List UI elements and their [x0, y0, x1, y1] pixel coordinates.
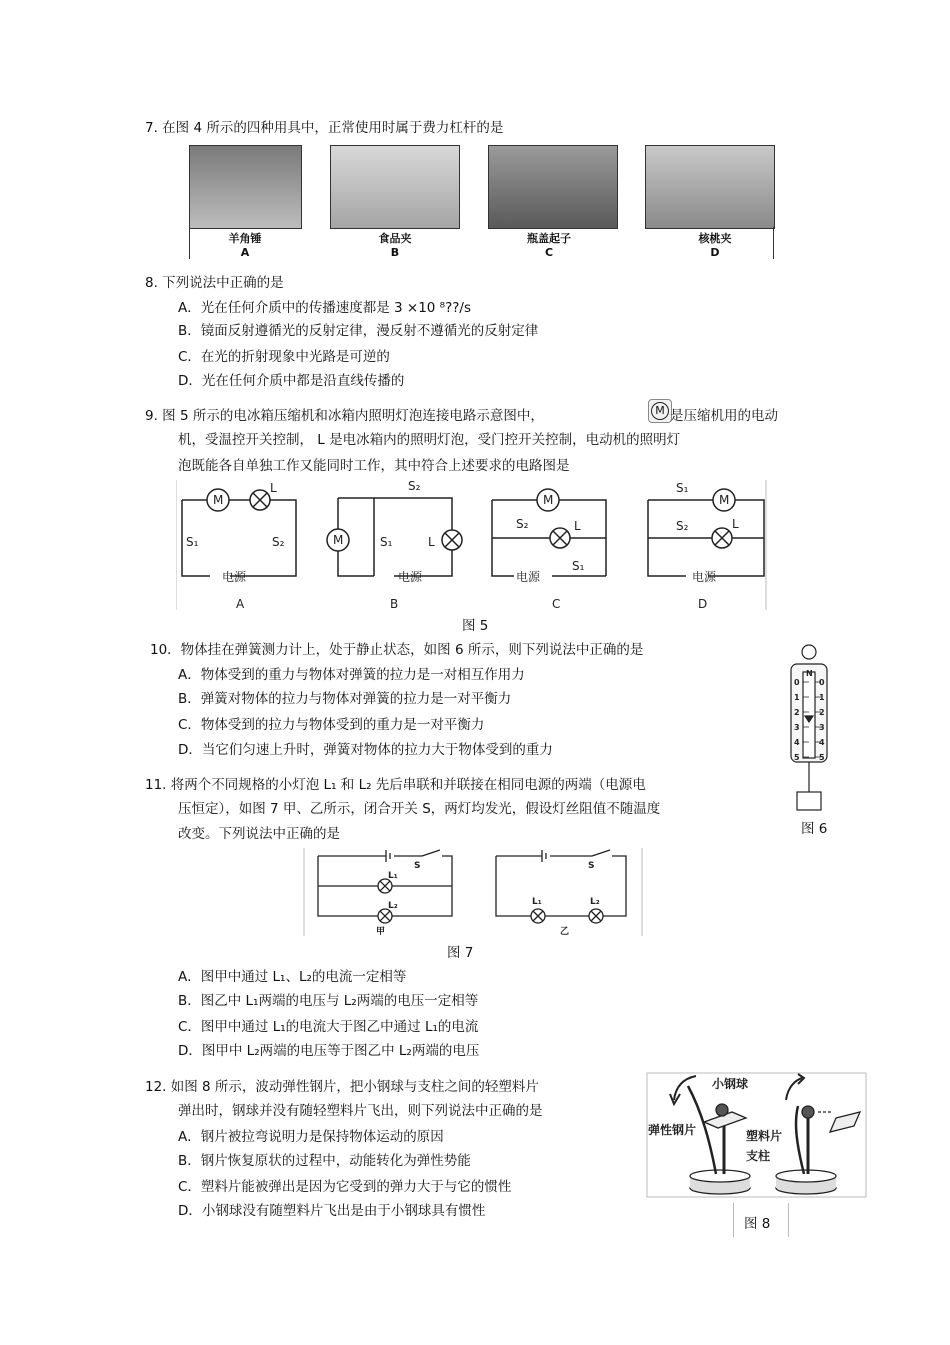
svg-text:塑料片: 塑料片: [746, 1129, 783, 1143]
q8-option-a: A．光在任何介质中的传播速度都是 3 ×10 ⁸??/s: [178, 300, 472, 316]
svg-text:S₁: S₁: [380, 535, 393, 549]
svg-text:4: 4: [819, 738, 825, 747]
svg-text:L: L: [574, 519, 581, 533]
svg-text:2: 2: [794, 708, 800, 717]
svg-text:S₁: S₁: [572, 559, 585, 573]
svg-text:S₂: S₂: [676, 519, 689, 533]
svg-text:S₂: S₂: [516, 517, 529, 531]
svg-text:B: B: [390, 597, 399, 611]
q8-option-d: D．光在任何介质中都是沿直线传播的: [178, 373, 405, 389]
q11-option-b: B．图乙中 L₁两端的电压与 L₂两端的电压一定相等: [178, 993, 479, 1009]
q11-option-d: D．图甲中 L₂两端的电压等于图乙中 L₂两端的电压: [178, 1043, 480, 1059]
svg-text:M: M: [213, 493, 224, 507]
svg-text:1: 1: [794, 693, 800, 702]
caption-opener: 瓶盖起子 C: [527, 232, 571, 259]
svg-text:3: 3: [819, 723, 825, 732]
svg-text:S₁: S₁: [676, 481, 689, 495]
svg-text:乙: 乙: [560, 927, 570, 937]
figure8-caption: 图 8: [744, 1216, 771, 1232]
figure6-caption: 图 6: [801, 821, 828, 837]
figure7-caption: 图 7: [447, 945, 474, 961]
q8-option-c: C．在光的折射现象中光路是可逆的: [178, 349, 390, 365]
q10-option-c: C．物体受到的拉力与物体受到的重力是一对平衡力: [178, 717, 485, 733]
q12-option-a: A．钢片被拉弯说明力是保持物体运动的原因: [178, 1129, 444, 1145]
svg-text:S₂: S₂: [272, 535, 285, 549]
q7-stem: 7. 在图 4 所示的四种用具中，正常使用时属于费力杠杆的是: [145, 120, 504, 136]
figure5-circuits: [176, 480, 768, 612]
hammer-photo: [189, 145, 302, 229]
figure5-caption: 图 5: [462, 618, 489, 634]
svg-text:L₂: L₂: [590, 897, 600, 907]
svg-text:1: 1: [819, 693, 825, 702]
q12-line1: 12. 如图 8 所示，波动弹性钢片，把小钢球与支柱之间的轻塑料片: [145, 1079, 539, 1095]
svg-text:D: D: [698, 597, 708, 611]
q9-line2: 机，受温控开关控制， L 是电冰箱内的照明灯泡，受门控开关控制，电动机的照明灯: [178, 432, 681, 448]
q9-line1b: 是压缩机用的电动: [670, 408, 778, 424]
caption-nutcracker: 核桃夹 D: [698, 232, 732, 259]
svg-text:L: L: [270, 481, 277, 495]
q8-stem: 8. 下列说法中正确的是: [145, 275, 284, 291]
q12-option-c: C．塑料片能被弹出是因为它受到的弹力大于与它的惯性: [178, 1179, 512, 1195]
svg-text:S₂: S₂: [408, 480, 421, 493]
figure8-caption-box: [733, 1203, 789, 1237]
svg-text:L: L: [428, 535, 435, 549]
svg-text:N: N: [806, 669, 813, 678]
q10-option-a: A．物体受到的重力与物体对弹簧的拉力是一对相互作用力: [178, 667, 525, 683]
svg-text:L: L: [732, 517, 739, 531]
svg-text:C: C: [552, 597, 561, 611]
tongs-photo: [330, 145, 460, 229]
q8-option-b: B．镜面反射遵循光的反射定律，漫反射不遵循光的反射定律: [178, 323, 539, 339]
q11-line1: 11. 将两个不同规格的小灯泡 L₁ 和 L₂ 先后串联和并联接在相同电源的两端（电源电: [145, 777, 646, 793]
nutcracker-photo: [645, 145, 775, 229]
q12-option-d: D．小钢球没有随塑料片飞出是由于小钢球具有惯性: [178, 1203, 486, 1219]
spring-scale-figure: [783, 642, 835, 814]
caption-tongs: 食品夹 B: [378, 232, 412, 259]
svg-text:电源: 电源: [692, 570, 717, 584]
svg-text:S: S: [588, 861, 595, 871]
svg-text:L₁: L₁: [532, 897, 542, 907]
q11-line3: 改变。下列说法中正确的是: [178, 826, 340, 842]
bottle-opener-photo: [488, 145, 618, 229]
svg-text:M: M: [719, 493, 730, 507]
svg-text:支柱: 支柱: [746, 1149, 771, 1163]
svg-text:电源: 电源: [516, 570, 541, 584]
svg-text:甲: 甲: [376, 927, 386, 937]
caption-hammer: 羊角锤 A: [228, 232, 262, 259]
svg-text:弹性钢片: 弹性钢片: [648, 1123, 697, 1137]
svg-text:5: 5: [819, 753, 825, 762]
svg-text:2: 2: [819, 708, 825, 717]
motor-symbol-icon: M: [648, 399, 672, 423]
q11-option-a: A．图甲中通过 L₁、L₂的电流一定相等: [178, 969, 407, 985]
svg-text:0: 0: [819, 678, 825, 687]
svg-text:L₁: L₁: [388, 871, 398, 881]
svg-text:A: A: [236, 597, 245, 611]
q11-option-c: C．图甲中通过 L₁的电流大于图乙中通过 L₁的电流: [178, 1019, 479, 1035]
svg-text:小钢球: 小钢球: [712, 1077, 749, 1091]
svg-text:4: 4: [794, 738, 800, 747]
svg-text:S₁: S₁: [186, 535, 199, 549]
svg-text:5: 5: [794, 753, 800, 762]
svg-text:M: M: [333, 533, 344, 547]
q10-option-d: D．当它们匀速上升时，弹簧对物体的拉力大于物体受到的重力: [178, 742, 553, 758]
q9-line3: 泡既能各自单独工作又能同时工作，其中符合上述要求的电路图是: [178, 458, 570, 474]
svg-text:电源: 电源: [398, 570, 423, 584]
figure7-circuits: [302, 848, 644, 938]
svg-text:电源: 电源: [222, 570, 247, 584]
svg-text:S: S: [414, 861, 421, 871]
svg-text:3: 3: [794, 723, 800, 732]
q10-option-b: B．弹簧对物体的拉力与物体对弹簧的拉力是一对平衡力: [178, 691, 512, 707]
svg-text:M: M: [543, 493, 554, 507]
q11-line2: 压恒定），如图 7 甲、乙所示，闭合开关 S，两灯均发光，假设灯丝阻值不随温度: [178, 801, 661, 817]
q12-line2: 弹出时，钢球并没有随轻塑料片飞出，则下列说法中正确的是: [178, 1103, 543, 1119]
figure8-apparatus: [646, 1072, 868, 1200]
q10-stem: 10．物体挂在弹簧测力计上，处于静止状态，如图 6 所示，则下列说法中正确的是: [150, 642, 644, 658]
q12-option-b: B．钢片恢复原状的过程中，动能转化为弹性势能: [178, 1153, 471, 1169]
svg-text:L₂: L₂: [388, 901, 398, 911]
svg-text:0: 0: [794, 678, 800, 687]
q9-line1: 9. 图 5 所示的电冰箱压缩机和冰箱内照明灯泡连接电路示意图中，: [145, 408, 544, 424]
